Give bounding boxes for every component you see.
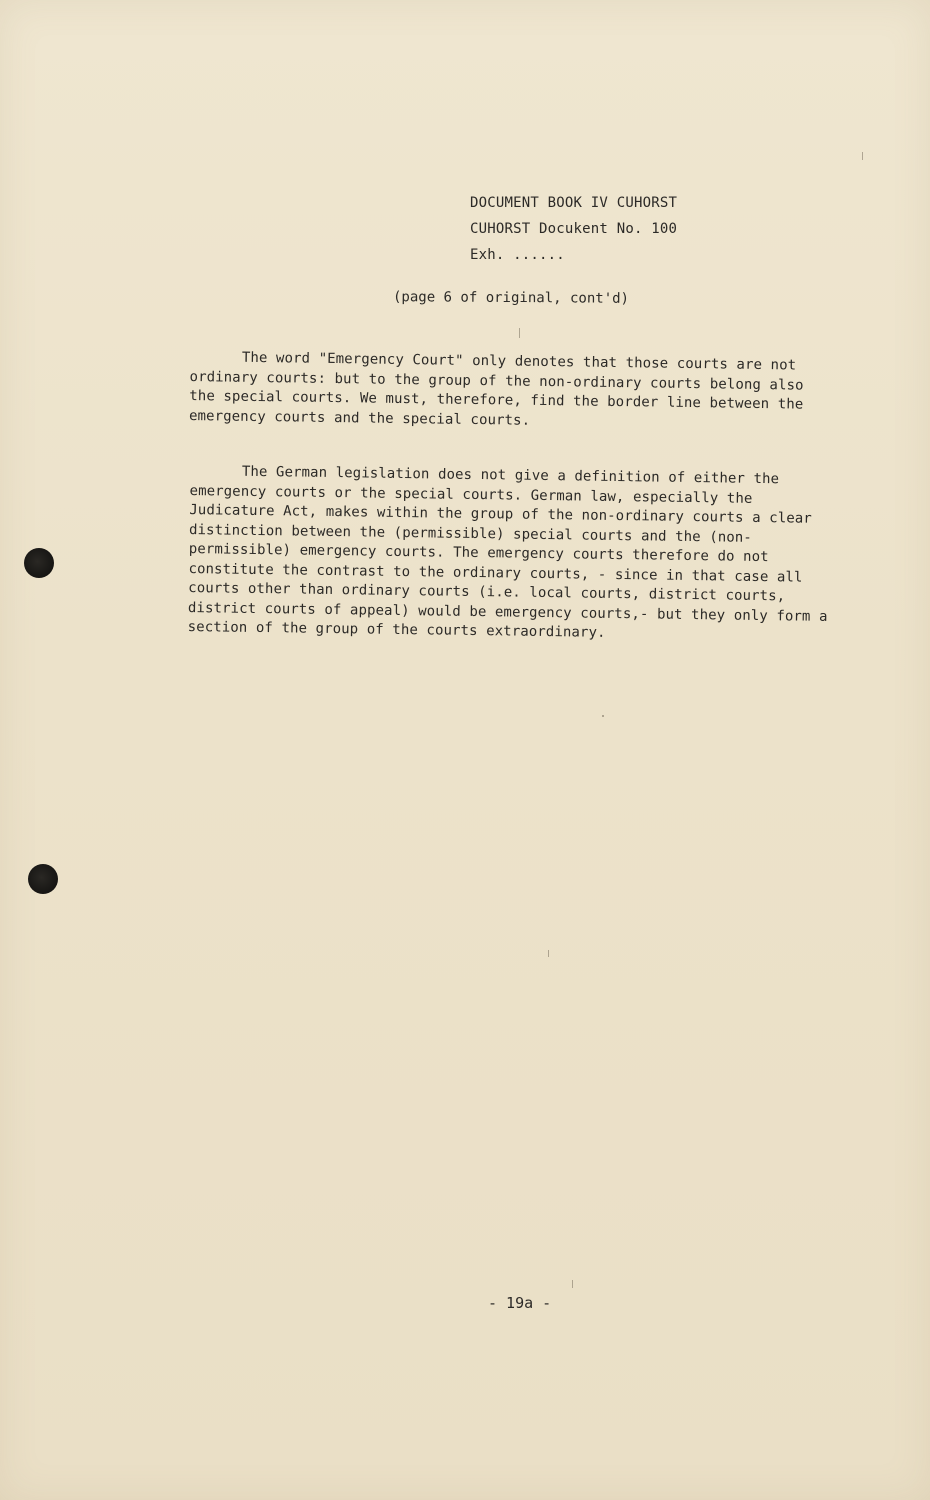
body-paragraph: The word "Emergency Court" only denotes that those courts are not ordinary courts: but to the group of the non-ordinary courts belong also the special courts. We must, therefore, find the border line between the emergency courts and the special courts. [188, 349, 804, 429]
page-number: - 19a - [488, 1294, 552, 1312]
document-number: CUHORST Docukent No. 100 [470, 221, 678, 237]
document-book-title: DOCUMENT BOOK IV CUHORST [470, 195, 678, 211]
page-reference: (page 6 of original, cont'd) [392, 289, 630, 307]
paper-speck [519, 328, 520, 338]
paper-speck [602, 715, 604, 717]
punch-hole [24, 548, 54, 578]
exhibit-number: Exh. ...... [470, 247, 565, 263]
paper-speck [862, 152, 863, 160]
punch-hole [28, 864, 58, 894]
body-paragraph: The German legislation does not give a definition of either the emergency courts or the special courts. German law, especially the Judicature Act, makes within the group of the non-ordinary courts a clear distinction between the (permissible) special courts and the (non-permissible) emergency courts. The emergency courts therefore do not constitute the contrast to the ordinary courts, - since in that case all courts other than ordinary courts (i.e. local courts, district courts, district courts of appeal) would be emergency courts,- but they only form a section of the group of the courts extraordinary. [187, 463, 828, 641]
document-header [470, 190, 677, 268]
paper-speck [548, 950, 549, 957]
paper-speck [572, 1280, 573, 1288]
